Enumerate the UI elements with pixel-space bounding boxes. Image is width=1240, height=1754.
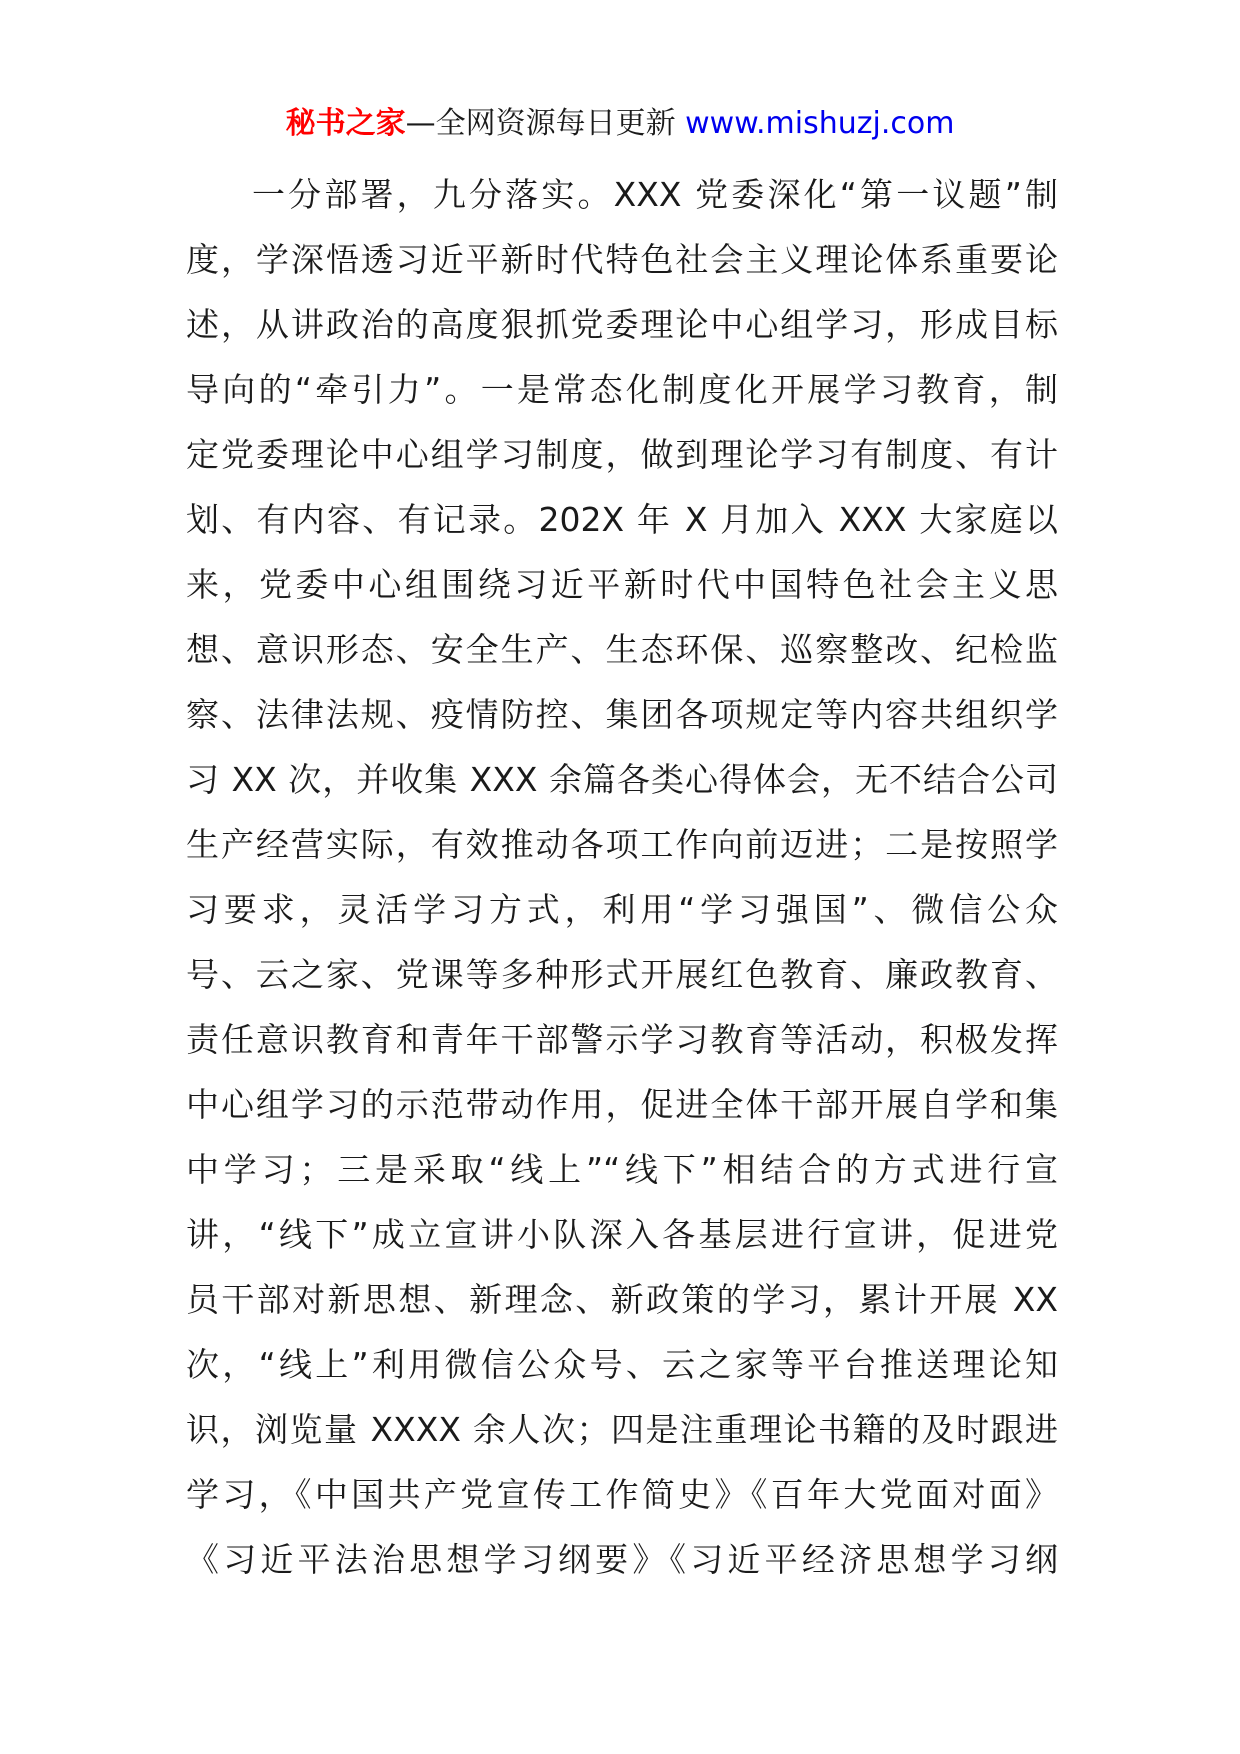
text-line: 号、云之家、党课等多种形式开展红色教育、廉政教育、: [186, 955, 1058, 994]
text-line: 度，学深悟透习近平新时代特色社会主义理论体系重要论: [186, 240, 1058, 279]
text-line: 中学习；三是采取“线上”“线下”相结合的方式进行宣: [186, 1150, 1058, 1189]
text-line: 述，从讲政治的高度狠抓党委理论中心组学习，形成目标: [186, 305, 1058, 344]
text-line: 习要求，灵活学习方式，利用“学习强国”、微信公众: [186, 890, 1058, 929]
site-brand: 秘书之家: [285, 106, 406, 141]
text-line: 一分部署，九分落实。XXX 党委深化“第一议题”制: [252, 175, 1058, 214]
text-line: 定党委理论中心组学习制度，做到理论学习有制度、有计: [186, 435, 1058, 474]
body-paragraph: [186, 162, 1058, 1592]
site-tagline: —全网资源每日更新: [405, 106, 686, 141]
text-line: 次，“线上”利用微信公众号、云之家等平台推送理论知: [186, 1345, 1058, 1384]
text-line: 习 XX 次，并收集 XXX 余篇各类心得体会，无不结合公司: [186, 760, 1058, 799]
text-line: 想、意识形态、安全生产、生态环保、巡察整改、纪检监: [186, 630, 1058, 669]
text-line: 生产经营实际，有效推动各项工作向前迈进；二是按照学: [186, 825, 1058, 864]
text-line: 导向的“牵引力”。一是常态化制度化开展学习教育，制: [186, 370, 1058, 409]
text-line: 中心组学习的示范带动作用，促进全体干部开展自学和集: [186, 1085, 1058, 1124]
text-line: 来，党委中心组围绕习近平新时代中国特色社会主义思: [186, 565, 1058, 604]
text-line: 员干部对新思想、新理念、新政策的学习，累计开展 XX: [186, 1280, 1058, 1319]
text-line: 识，浏览量 XXXX 余人次；四是注重理论书籍的及时跟进: [186, 1410, 1058, 1449]
text-line: 划、有内容、有记录。202X 年 X 月加入 XXX 大家庭以: [186, 500, 1058, 539]
text-line: 察、法律法规、疫情防控、集团各项规定等内容共组织学: [186, 695, 1058, 734]
site-header: [0, 104, 1240, 144]
text-line: 《习近平法治思想学习纲要》《习近平经济思想学习纲: [186, 1540, 1058, 1579]
site-url-link[interactable]: www.mishuzj.com: [685, 106, 955, 141]
text-line: 讲，“线下”成立宣讲小队深入各基层进行宣讲，促进党: [186, 1215, 1058, 1254]
text-line: 责任意识教育和青年干部警示学习教育等活动，积极发挥: [186, 1020, 1058, 1059]
text-line: 学习，《中国共产党宣传工作简史》《百年大党面对面》: [186, 1475, 1058, 1514]
